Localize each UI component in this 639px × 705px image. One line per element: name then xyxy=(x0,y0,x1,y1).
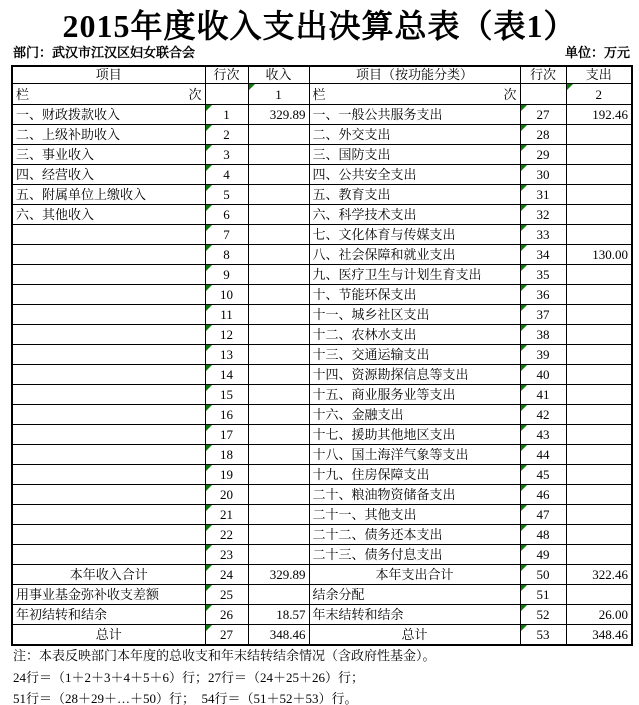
expense-row-no-cell: 40 xyxy=(520,365,566,385)
expense-row-no-cell: 28 xyxy=(520,125,566,145)
income-value-cell xyxy=(248,325,309,345)
income-item-cell: 总计 xyxy=(12,625,205,646)
expense-item-cell: 三、国防支出 xyxy=(309,145,520,165)
income-item-cell xyxy=(12,245,205,265)
expense-value-cell xyxy=(566,585,632,605)
expense-row-no-cell: 31 xyxy=(520,185,566,205)
expense-item-cell: 九、医疗卫生与计划生育支出 xyxy=(309,265,520,285)
header-expense: 支出 xyxy=(566,66,632,84)
expense-item-cell: 二十、粮油物资储备支出 xyxy=(309,485,520,505)
income-row-no-cell: 20 xyxy=(205,485,248,505)
income-item-cell xyxy=(12,425,205,445)
income-value-cell xyxy=(248,185,309,205)
empty-cell xyxy=(520,84,566,105)
expense-value-cell xyxy=(566,145,632,165)
income-value-cell xyxy=(248,485,309,505)
expense-value-cell xyxy=(566,185,632,205)
expense-item-cell: 十八、国土海洋气象等支出 xyxy=(309,445,520,465)
expense-value-cell xyxy=(566,325,632,345)
table-row xyxy=(12,345,632,365)
expense-item-cell: 十四、资源勘探信息等支出 xyxy=(309,365,520,385)
income-row-no-cell: 22 xyxy=(205,525,248,545)
income-item-cell xyxy=(12,345,205,365)
expense-row-no-cell: 47 xyxy=(520,505,566,525)
income-value-cell xyxy=(248,385,309,405)
expense-value-cell xyxy=(566,525,632,545)
summary-table xyxy=(11,65,633,646)
expense-value-cell xyxy=(566,485,632,505)
income-item-cell xyxy=(12,385,205,405)
income-value-cell xyxy=(248,125,309,145)
expense-col-no-cell: 2 xyxy=(566,84,632,105)
expense-value-cell xyxy=(566,545,632,565)
expense-item-cell: 十五、商业服务业等支出 xyxy=(309,385,520,405)
table-row xyxy=(12,485,632,505)
income-row-no-cell: 1 xyxy=(205,105,248,125)
expense-item-cell: 年末结转和结余 xyxy=(309,605,520,625)
header-item-func: 项目（按功能分类） xyxy=(309,66,520,84)
expense-row-no-cell: 42 xyxy=(520,405,566,425)
expense-value-cell xyxy=(566,285,632,305)
header-row-no-2: 行次 xyxy=(520,66,566,84)
income-item-cell xyxy=(12,305,205,325)
income-row-no-cell: 12 xyxy=(205,325,248,345)
expense-value-cell xyxy=(566,465,632,485)
income-row-no-cell: 11 xyxy=(205,305,248,325)
table-row xyxy=(12,105,632,125)
expense-item-cell: 十九、住房保障支出 xyxy=(309,465,520,485)
income-value-cell xyxy=(248,445,309,465)
table-row xyxy=(12,385,632,405)
income-row-no-cell: 26 xyxy=(205,605,248,625)
table-row xyxy=(12,165,632,185)
ci-label: 次 xyxy=(503,86,517,102)
income-item-cell xyxy=(12,325,205,345)
expense-value-cell xyxy=(566,225,632,245)
income-value-cell xyxy=(248,545,309,565)
expense-row-no-cell: 51 xyxy=(520,585,566,605)
income-item-cell xyxy=(12,405,205,425)
expense-value-cell xyxy=(566,265,632,285)
income-value-cell xyxy=(248,225,309,245)
expense-value-cell xyxy=(566,125,632,145)
header-income: 收入 xyxy=(248,66,309,84)
footnote-line: 24行＝（1＋2＋3＋4＋5＋6）行；27行＝（24＋25＋26）行； xyxy=(13,669,365,685)
income-item-cell xyxy=(12,545,205,565)
income-value-cell xyxy=(248,145,309,165)
table-row xyxy=(12,525,632,545)
income-row-no-cell: 7 xyxy=(205,225,248,245)
income-row-no-cell: 5 xyxy=(205,185,248,205)
income-value-cell xyxy=(248,405,309,425)
empty-cell xyxy=(205,84,248,105)
expense-row-no-cell: 32 xyxy=(520,205,566,225)
table-row xyxy=(12,425,632,445)
unit-label: 单位：万元 xyxy=(564,45,630,60)
income-item-cell: 用事业基金弥补收支差额 xyxy=(12,585,205,605)
expense-item-cell: 一、一般公共服务支出 xyxy=(309,105,520,125)
income-item-cell xyxy=(12,485,205,505)
expense-row-no-cell: 34 xyxy=(520,245,566,265)
income-item-cell: 五、附属单位上缴收入 xyxy=(12,185,205,205)
income-value-cell xyxy=(248,525,309,545)
expense-item-cell: 八、社会保障和就业支出 xyxy=(309,245,520,265)
lan-label: 栏 xyxy=(16,86,30,102)
income-row-no-cell: 17 xyxy=(205,425,248,445)
lan-ci-cell-left xyxy=(12,84,205,105)
expense-row-no-cell: 52 xyxy=(520,605,566,625)
table-row xyxy=(12,225,632,245)
income-item-cell xyxy=(12,525,205,545)
income-value-cell xyxy=(248,305,309,325)
income-value-cell: 348.46 xyxy=(248,625,309,646)
income-value-cell xyxy=(248,505,309,525)
table-row xyxy=(12,305,632,325)
income-item-cell xyxy=(12,445,205,465)
income-value-cell xyxy=(248,425,309,445)
income-item-cell xyxy=(12,365,205,385)
ci-label: 次 xyxy=(188,86,202,102)
expense-row-no-cell: 38 xyxy=(520,325,566,345)
expense-row-no-cell: 30 xyxy=(520,165,566,185)
income-value-cell xyxy=(248,465,309,485)
income-item-cell: 本年收入合计 xyxy=(12,565,205,585)
income-row-no-cell: 27 xyxy=(205,625,248,646)
income-value-cell: 18.57 xyxy=(248,605,309,625)
meta-line xyxy=(13,45,630,61)
expense-value-cell: 192.46 xyxy=(566,105,632,125)
expense-item-cell: 十三、交通运输支出 xyxy=(309,345,520,365)
income-value-cell xyxy=(248,165,309,185)
table-row xyxy=(12,505,632,525)
table-row xyxy=(12,185,632,205)
expense-value-cell xyxy=(566,425,632,445)
table-row xyxy=(12,585,632,605)
column-number-row xyxy=(12,84,632,105)
income-row-no-cell: 23 xyxy=(205,545,248,565)
income-item-cell: 二、上级补助收入 xyxy=(12,125,205,145)
expense-row-no-cell: 45 xyxy=(520,465,566,485)
expense-row-no-cell: 46 xyxy=(520,485,566,505)
income-value-cell xyxy=(248,345,309,365)
income-row-no-cell: 4 xyxy=(205,165,248,185)
expense-value-cell: 348.46 xyxy=(566,625,632,646)
expense-item-cell: 十二、农林水支出 xyxy=(309,325,520,345)
expense-value-cell xyxy=(566,445,632,465)
expense-row-no-cell: 33 xyxy=(520,225,566,245)
income-row-no-cell: 13 xyxy=(205,345,248,365)
income-item-cell: 一、财政拨款收入 xyxy=(12,105,205,125)
expense-value-cell xyxy=(566,165,632,185)
expense-item-cell: 四、公共安全支出 xyxy=(309,165,520,185)
income-value-cell xyxy=(248,585,309,605)
income-row-no-cell: 3 xyxy=(205,145,248,165)
expense-value-cell: 26.00 xyxy=(566,605,632,625)
income-row-no-cell: 2 xyxy=(205,125,248,145)
income-row-no-cell: 6 xyxy=(205,205,248,225)
expense-row-no-cell: 50 xyxy=(520,565,566,585)
expense-value-cell xyxy=(566,205,632,225)
expense-item-cell: 结余分配 xyxy=(309,585,520,605)
expense-row-no-cell: 53 xyxy=(520,625,566,646)
income-item-cell xyxy=(12,265,205,285)
expense-value-cell: 130.00 xyxy=(566,245,632,265)
income-item-cell xyxy=(12,505,205,525)
income-item-cell xyxy=(12,285,205,305)
income-row-no-cell: 15 xyxy=(205,385,248,405)
table-row xyxy=(12,625,632,646)
lan-label: 栏 xyxy=(312,86,326,102)
expense-item-cell: 本年支出合计 xyxy=(309,565,520,585)
footnote-line: 注：本表反映部门本年度的总收支和年末结转结余情况（含政府性基金）。 xyxy=(13,648,436,663)
income-row-no-cell: 25 xyxy=(205,585,248,605)
income-col-no-cell: 1 xyxy=(248,84,309,105)
expense-item-cell: 七、文化体育与传媒支出 xyxy=(309,225,520,245)
header-item: 项目 xyxy=(12,66,205,84)
department-label: 部门：武汉市江汉区妇女联合会 xyxy=(13,45,196,60)
header-row xyxy=(12,66,632,84)
expense-row-no-cell: 27 xyxy=(520,105,566,125)
income-value-cell: 329.89 xyxy=(248,105,309,125)
expense-value-cell xyxy=(566,305,632,325)
income-value-cell xyxy=(248,365,309,385)
expense-item-cell: 十六、金融支出 xyxy=(309,405,520,425)
table-row xyxy=(12,205,632,225)
expense-value-cell: 322.46 xyxy=(566,565,632,585)
table-row xyxy=(12,445,632,465)
expense-row-no-cell: 29 xyxy=(520,145,566,165)
lan-ci-cell-right xyxy=(309,84,520,105)
table-row xyxy=(12,405,632,425)
expense-row-no-cell: 35 xyxy=(520,265,566,285)
expense-value-cell xyxy=(566,505,632,525)
table-row xyxy=(12,145,632,165)
expense-row-no-cell: 36 xyxy=(520,285,566,305)
income-row-no-cell: 16 xyxy=(205,405,248,425)
expense-item-cell: 二十一、其他支出 xyxy=(309,505,520,525)
income-item-cell: 年初结转和结余 xyxy=(12,605,205,625)
income-row-no-cell: 24 xyxy=(205,565,248,585)
expense-row-no-cell: 39 xyxy=(520,345,566,365)
expense-item-cell: 五、教育支出 xyxy=(309,185,520,205)
income-value-cell xyxy=(248,265,309,285)
header-row-no: 行次 xyxy=(205,66,248,84)
income-item-cell: 六、其他收入 xyxy=(12,205,205,225)
income-row-no-cell: 8 xyxy=(205,245,248,265)
table-row xyxy=(12,285,632,305)
expense-item-cell: 二十三、债务付息支出 xyxy=(309,545,520,565)
expense-row-no-cell: 41 xyxy=(520,385,566,405)
income-value-cell xyxy=(248,205,309,225)
table-row xyxy=(12,605,632,625)
expense-item-cell: 十、节能环保支出 xyxy=(309,285,520,305)
income-row-no-cell: 10 xyxy=(205,285,248,305)
table-row xyxy=(12,245,632,265)
income-item-cell xyxy=(12,465,205,485)
table-row xyxy=(12,545,632,565)
expense-item-cell: 二十二、债务还本支出 xyxy=(309,525,520,545)
table-row xyxy=(12,565,632,585)
income-item-cell: 三、事业收入 xyxy=(12,145,205,165)
table-row xyxy=(12,125,632,145)
expense-row-no-cell: 43 xyxy=(520,425,566,445)
footnotes xyxy=(13,645,635,705)
expense-row-no-cell: 44 xyxy=(520,445,566,465)
expense-value-cell xyxy=(566,345,632,365)
table-row xyxy=(12,265,632,285)
expense-value-cell xyxy=(566,385,632,405)
expense-item-cell: 二、外交支出 xyxy=(309,125,520,145)
income-row-no-cell: 14 xyxy=(205,365,248,385)
expense-item-cell: 六、科学技术支出 xyxy=(309,205,520,225)
table-row xyxy=(12,465,632,485)
income-row-no-cell: 21 xyxy=(205,505,248,525)
income-value-cell: 329.89 xyxy=(248,565,309,585)
page-title: 2015年度收入支出决算总表（表1） xyxy=(62,8,577,44)
expense-value-cell xyxy=(566,365,632,385)
income-row-no-cell: 9 xyxy=(205,265,248,285)
income-item-cell xyxy=(12,225,205,245)
expense-item-cell: 十七、援助其他地区支出 xyxy=(309,425,520,445)
expense-row-no-cell: 37 xyxy=(520,305,566,325)
expense-row-no-cell: 49 xyxy=(520,545,566,565)
table-body xyxy=(12,105,632,646)
income-value-cell xyxy=(248,245,309,265)
income-row-no-cell: 19 xyxy=(205,465,248,485)
expense-item-cell: 总计 xyxy=(309,625,520,646)
expense-value-cell xyxy=(566,405,632,425)
income-item-cell: 四、经营收入 xyxy=(12,165,205,185)
income-value-cell xyxy=(248,285,309,305)
table-row xyxy=(12,325,632,345)
table-row xyxy=(12,365,632,385)
footnote-line: 51行＝（28＋29＋…＋50）行； 54行＝（51＋52＋53）行。 xyxy=(13,691,358,705)
expense-item-cell: 十一、城乡社区支出 xyxy=(309,305,520,325)
expense-row-no-cell: 48 xyxy=(520,525,566,545)
income-row-no-cell: 18 xyxy=(205,445,248,465)
